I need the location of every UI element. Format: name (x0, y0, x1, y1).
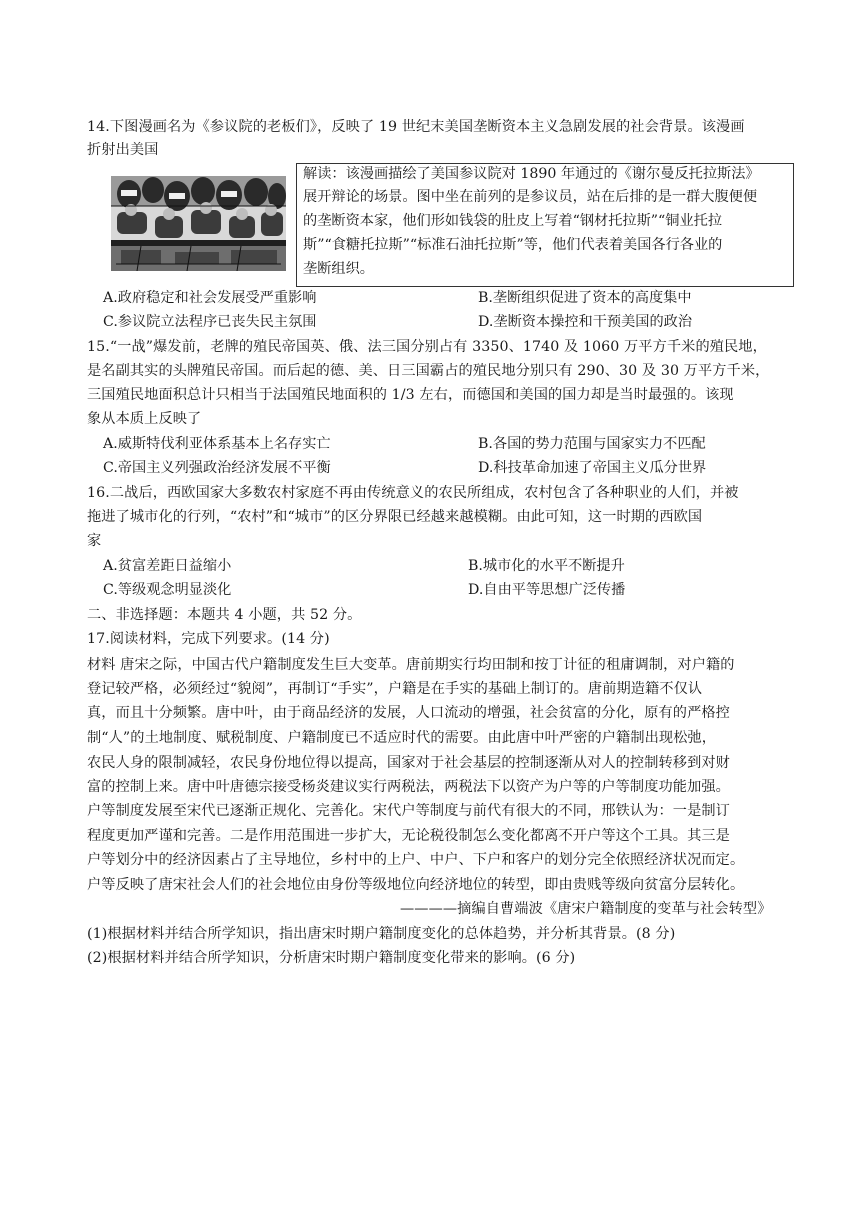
q15-line-3: 三国殖民地面积总计只相当于法国殖民地面积的 1/3 左右，而德国和美国的国力却是当时最强的。该现 (87, 387, 734, 403)
q15-option-d: D.科技革命加速了帝国主义瓜分世界 (478, 460, 707, 476)
q17-material-line-7: 户等制度发展至宋代已逐渐正规化、完善化。宋代户等制度与前代有很大的不同，邢铁认为：一是制订 (87, 803, 730, 819)
cartoon-caption-box (296, 163, 794, 287)
q14-option-b: B.垄断组织促进了资本的高度集中 (478, 290, 692, 306)
q14-option-a: A.政府稳定和社会发展受严重影响 (103, 290, 317, 306)
q17-title: 17.阅读材料，完成下列要求。(14 分) (87, 631, 330, 647)
q17-material-line-6: 富的控制上来。唐中叶唐德宗接受杨炎建议实行两税法，两税法下以资产为户等的户等制度功能加强。 (87, 779, 730, 795)
q17-material-line-3: 真，而且十分频繁。唐中叶，由于商品经济的发展，人口流动的增强，社会贫富的分化，原有的严格控 (87, 705, 730, 721)
q14-option-c: C.参议院立法程序已丧失民主氛围 (103, 314, 317, 330)
q16-line-1: 16.二战后，西欧国家大多数农村家庭不再由传统意义的农民所组成，农村包含了各种职业的人们，并被 (87, 485, 739, 501)
q15-option-b: B.各国的势力范围与国家实力不匹配 (478, 436, 706, 452)
caption-line-4: 斯”“食糖托拉斯”“标准石油托拉斯”等，他们代表着美国各行各业的 (303, 237, 723, 253)
q15-option-c: C.帝国主义列强政治经济发展不平衡 (103, 460, 331, 476)
q16-option-a: A.贫富差距日益缩小 (103, 558, 232, 574)
caption-line-1: 解读：该漫画描绘了美国参议院对 1890 年通过的《谢尔曼反托拉斯法》 (303, 166, 760, 182)
q17-material-line-8: 程度更加严谨和完善。二是作用范围进一步扩大，无论税役制怎么变化都离不开户等这个工具。其三是 (87, 828, 730, 844)
q17-material-line-10: 户等反映了唐宋社会人们的社会地位由身份等级地位向经济地位的转型，即由贵贱等级向贫富分层转化。 (87, 877, 745, 893)
q14-stem-line-1: 14.下图漫画名为《参议院的老板们》，反映了 19 世纪末美国垄断资本主义急剧发展的社会背景。该漫画 (87, 119, 745, 135)
q17-material-line-2: 登记较严格，必须经过“貌阅”，再制订“手实”，户籍是在手实的基础上制订的。唐前期造籍不仅认 (87, 681, 703, 697)
q15-line-2: 是名副其实的头牌殖民帝国。而后起的德、美、日三国霸占的殖民地分别只有 290、30 及 30 万平方千米， (87, 363, 770, 379)
caption-line-5: 垄断组织。 (303, 261, 374, 277)
q15-line-4: 象从本质上反映了 (87, 411, 202, 427)
caption-line-2: 展开辩论的场景。图中坐在前列的是参议员，站在后排的是一群大腹便便 (303, 189, 758, 205)
q17-material-line-5: 农民人身的限制减轻，农民身份地位得以提高，国家对于社会基层的控制逐渐从对人的控制转移到对财 (87, 755, 730, 771)
q16-option-b: B.城市化的水平不断提升 (468, 558, 625, 574)
caption-line-3: 的垄断资本家，他们形如钱袋的肚皮上写着“钢材托拉斯”“铜业托拉 (303, 213, 723, 229)
senate-bosses-cartoon (111, 176, 286, 271)
q17-material-line-9: 户等划分中的经济因素占了主导地位，乡村中的上户、中户、下户和客户的划分完全依照经济状况而定。 (87, 852, 745, 868)
q14-stem-line-2: 折射出美国 (87, 142, 159, 158)
q15-line-1: 15.“一战”爆发前，老牌的殖民帝国英、俄、法三国分别占有 3350、1740 及 1060 万平方千米的殖民地， (87, 339, 767, 355)
q17-subquestion-1: (1)根据材料并结合所学知识，指出唐宋时期户籍制度变化的总体趋势，并分析其背景。(8 分) (87, 926, 676, 942)
q15-option-a: A.威斯特伐利亚体系基本上名存实亡 (103, 436, 331, 452)
q17-material-line-4: 制“人”的土地制度、赋税制度、户籍制度已不适应时代的需要。由此唐中叶严密的户籍制出现松弛， (87, 730, 717, 746)
q16-line-3: 家 (87, 533, 102, 549)
q16-option-c: C.等级观念明显淡化 (103, 582, 232, 598)
q16-option-d: D.自由平等思想广泛传播 (468, 582, 626, 598)
q14-option-d: D.垄断资本操控和干预美国的政治 (478, 314, 693, 330)
q16-line-2: 拖进了城市化的行列，“农村”和“城市”的区分界限已经越来越模糊。由此可知，这一时期的西欧国 (87, 509, 703, 525)
q17-subquestion-2: (2)根据材料并结合所学知识，分析唐宋时期户籍制度变化带来的影响。(6 分) (87, 950, 576, 966)
q17-source-citation: ————摘编自曹端波《唐宋户籍制度的变革与社会转型》 (400, 901, 772, 917)
q17-material-line-1: 材料 唐宋之际，中国古代户籍制度发生巨大变革。唐前期实行均田制和按丁计征的租庸调制，对户籍的 (87, 657, 735, 673)
section-two-heading: 二、非选择题：本题共 4 小题，共 52 分。 (87, 607, 362, 623)
